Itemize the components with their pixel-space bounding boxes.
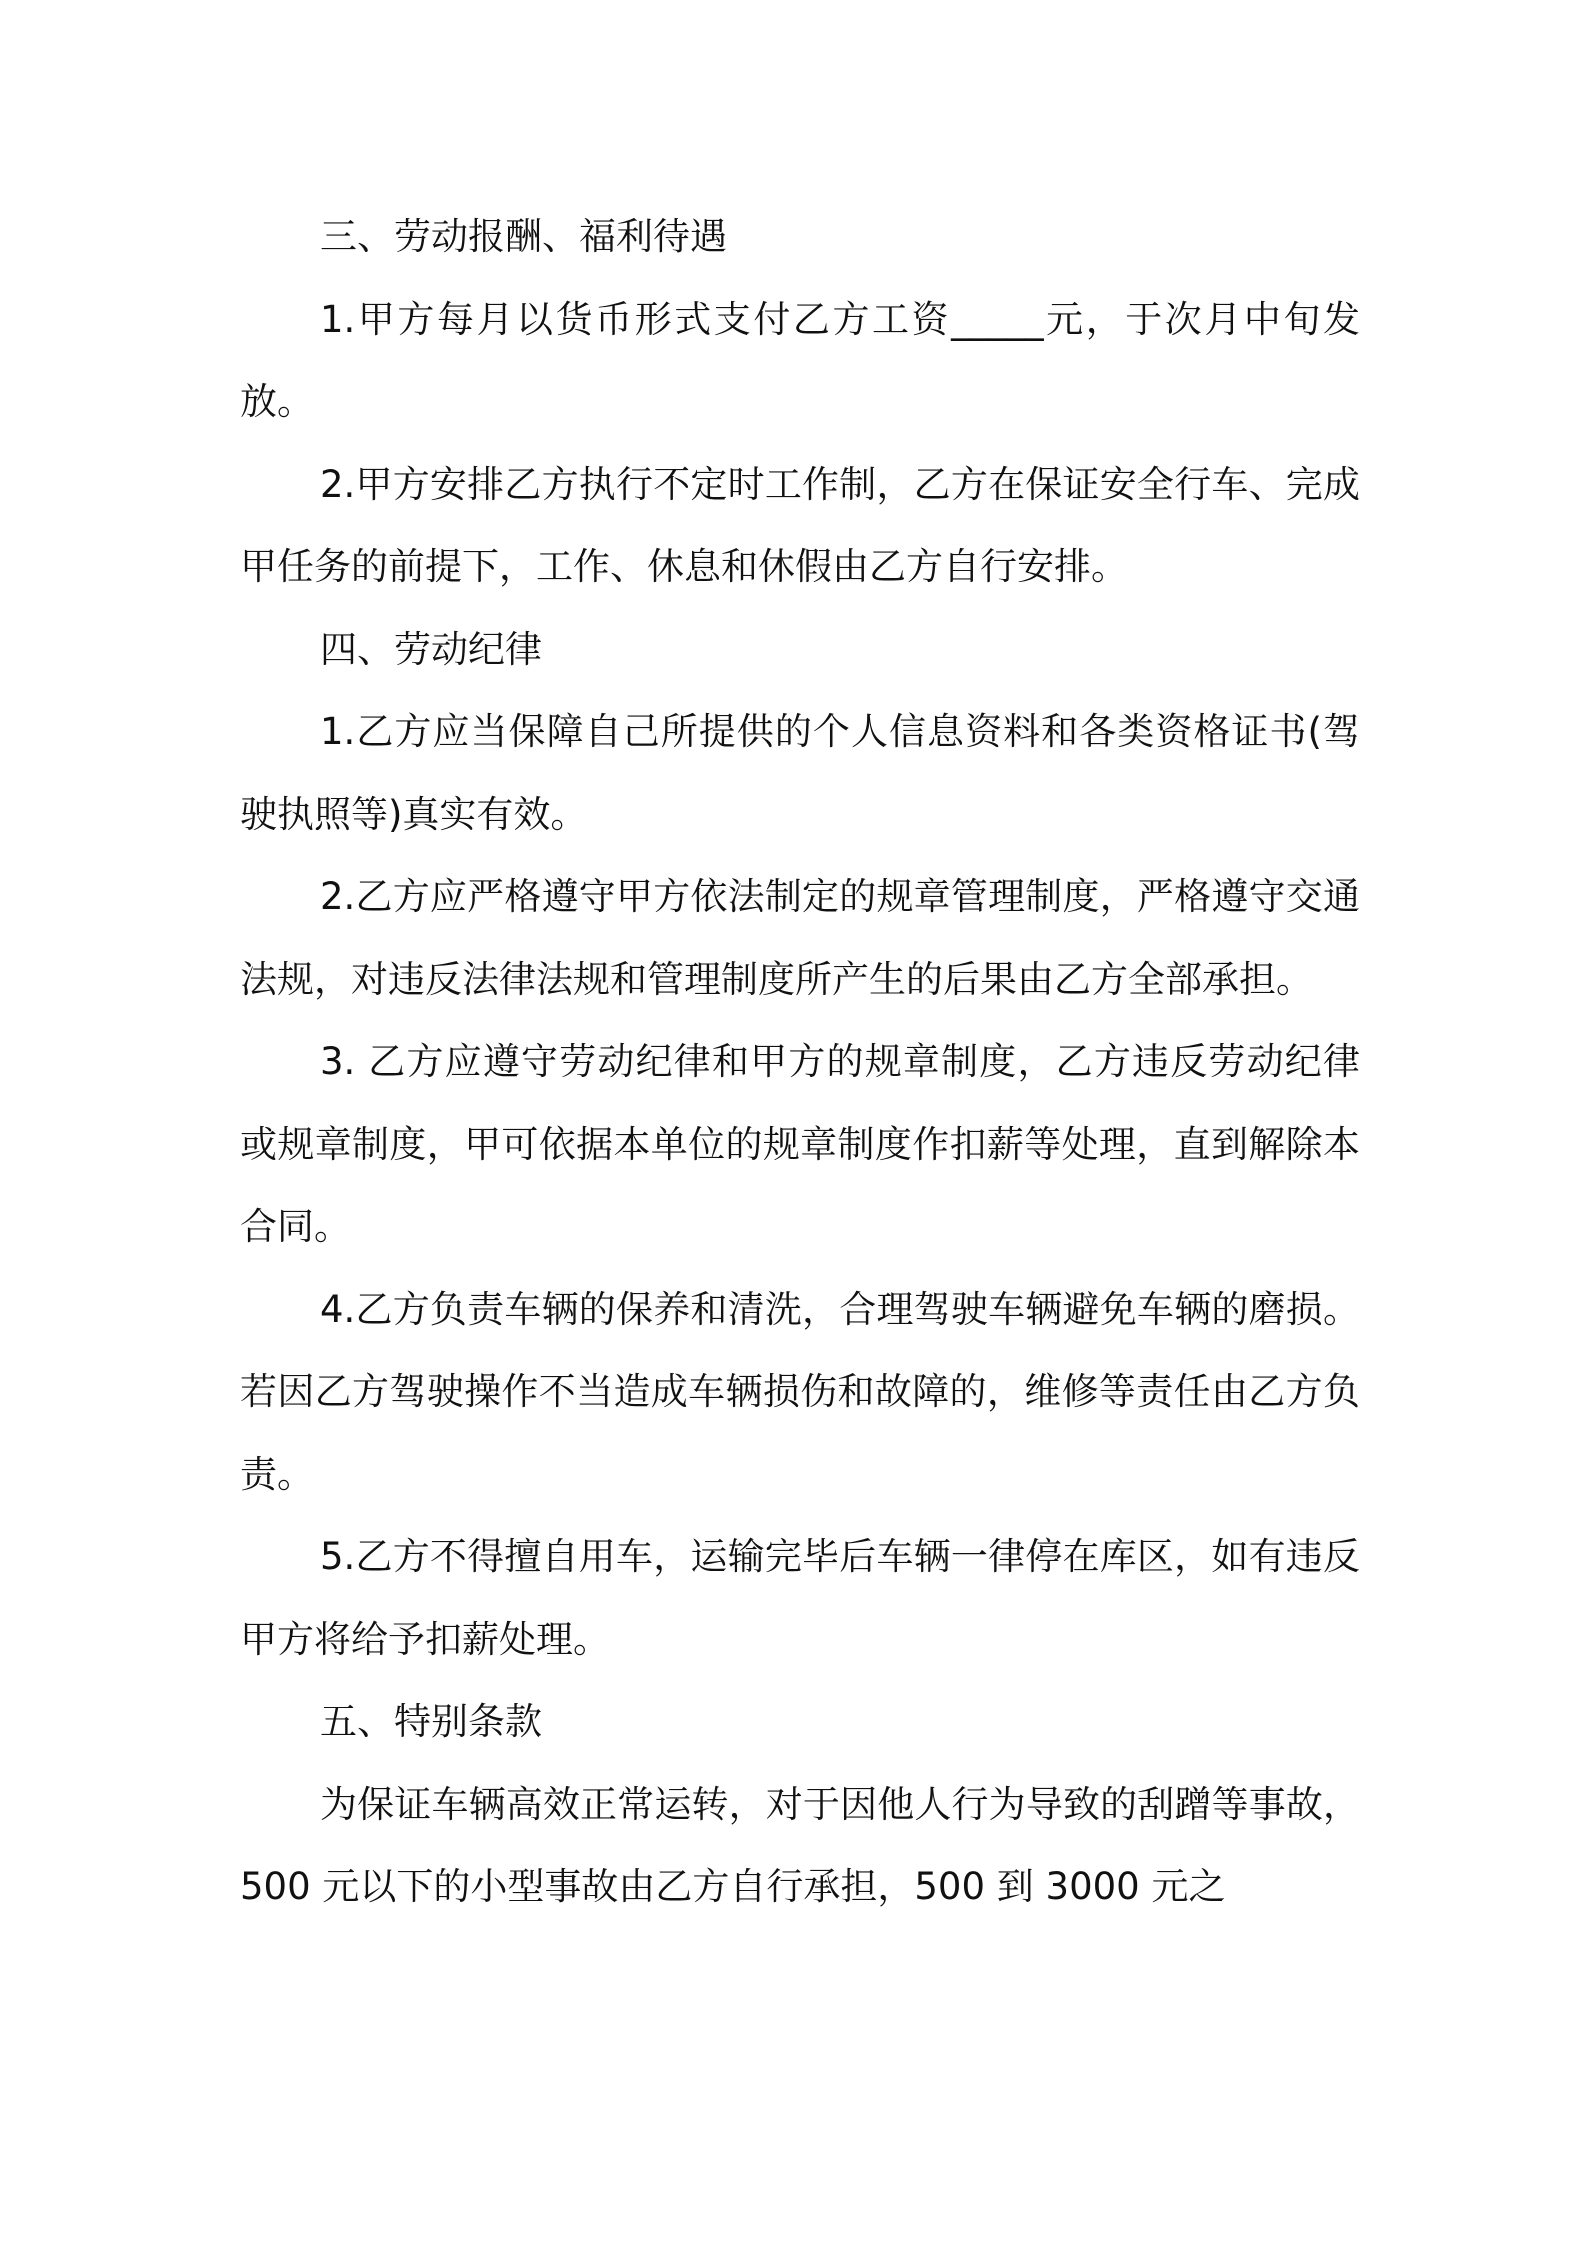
section-heading-compensation: 三、劳动报酬、福利待遇	[320, 215, 727, 258]
section-heading-special-terms: 五、特别条款	[320, 1700, 542, 1743]
clause-vehicle-use: 5.乙方不得擅自用车，运输完毕后车辆一律停在库区，如有违反甲方将给予扣薪处理。	[240, 1535, 1360, 1661]
clause-labor-discipline: 3. 乙方应遵守劳动纪律和甲方的规章制度，乙方违反劳动纪律或规章制度，甲可依据本单位的规章制度作扣薪等处理，直到解除本合同。	[240, 1040, 1360, 1248]
clause-personal-info: 1.乙方应当保障自己所提供的个人信息资料和各类资格证书(驾驶执照等)真实有效。	[240, 710, 1360, 836]
clause-working-hours: 2.甲方安排乙方执行不定时工作制，乙方在保证安全行车、完成甲任务的前提下，工作、休息和休假由乙方自行安排。	[240, 462, 1360, 588]
clause-rules-compliance: 2.乙方应严格遵守甲方依法制定的规章管理制度，严格遵守交通法规，对违反法律法规和管理制度所产生的后果由乙方全部承担。	[240, 875, 1360, 1001]
document-body	[240, 196, 1360, 1929]
section-heading-discipline: 四、劳动纪律	[320, 627, 542, 671]
clause-vehicle-maintenance: 4.乙方负责车辆的保养和清洗，合理驾驶车辆避免车辆的磨损。若因乙方驾驶操作不当造成车辆损伤和故障的，维修等责任由乙方负责。	[240, 1287, 1360, 1496]
clause-salary-payment: 1.甲方每月以货币形式支付乙方工资_____元，于次月中旬发放。	[240, 297, 1360, 423]
clause-accident-liability: 为保证车辆高效正常运转，对于因他人行为导致的刮蹭等事故，500 元以下的小型事故由乙方自行承担，500 到 3000 元之	[240, 1782, 1360, 1908]
